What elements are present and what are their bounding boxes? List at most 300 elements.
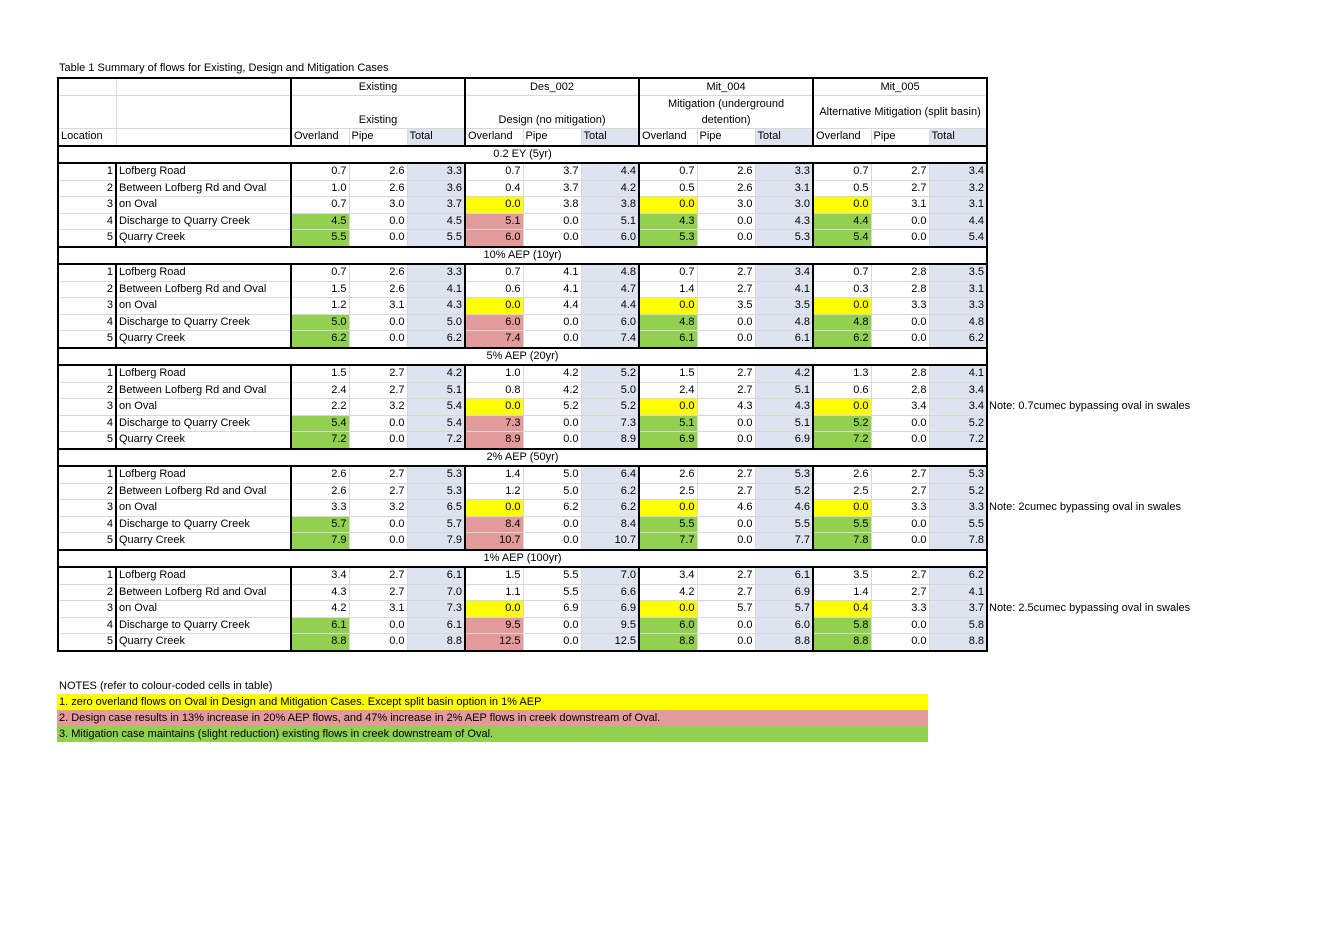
total-value: 3.3 xyxy=(929,298,987,315)
location-name: on Oval xyxy=(116,399,291,416)
overland-value: 0.8 xyxy=(465,382,523,399)
overland-value: 0.7 xyxy=(639,264,697,281)
overland-value: 4.3 xyxy=(639,213,697,230)
overland-value: 2.6 xyxy=(813,466,871,483)
overland-value: 0.0 xyxy=(465,197,523,214)
pipe-value: 2.7 xyxy=(871,584,929,601)
pipe-header: Pipe xyxy=(871,129,929,146)
pipe-value: 0.0 xyxy=(349,634,407,651)
pipe-value: 2.7 xyxy=(697,483,755,500)
location-name: Quarry Creek xyxy=(116,331,291,348)
total-value: 3.4 xyxy=(929,382,987,399)
pipe-value: 2.8 xyxy=(871,365,929,382)
total-header: Total xyxy=(581,129,639,146)
side-note: Note: 2.5cumec bypassing oval in swales xyxy=(989,602,1191,615)
pipe-value: 0.0 xyxy=(523,617,581,634)
total-value: 5.3 xyxy=(407,483,465,500)
total-value: 5.1 xyxy=(407,382,465,399)
total-value: 6.9 xyxy=(755,584,813,601)
pipe-header: Pipe xyxy=(349,129,407,146)
note-red: 2. Design case results in 13% increase in 20% AEP flows, and 47% increase in 2% AEP flows in creek downstream of Oval. xyxy=(57,710,928,726)
total-value: 10.7 xyxy=(581,533,639,550)
pipe-value: 5.2 xyxy=(523,399,581,416)
section-title-row xyxy=(58,550,987,568)
section-title-row xyxy=(58,146,987,164)
pipe-value: 2.7 xyxy=(871,567,929,584)
overland-value: 6.0 xyxy=(465,314,523,331)
location-name: on Oval xyxy=(116,601,291,618)
location-number: 1 xyxy=(58,567,116,584)
side-note: Note: 0.7cumec bypassing oval in swales xyxy=(989,400,1191,413)
table-row xyxy=(58,516,987,533)
section-title-row xyxy=(58,348,987,366)
pipe-value: 3.1 xyxy=(349,601,407,618)
pipe-value: 0.0 xyxy=(697,432,755,449)
overland-value: 5.0 xyxy=(291,314,349,331)
pipe-value: 2.7 xyxy=(871,180,929,197)
overland-value: 4.2 xyxy=(639,584,697,601)
overland-value: 3.3 xyxy=(291,500,349,517)
total-value: 5.7 xyxy=(407,516,465,533)
total-value: 5.2 xyxy=(929,483,987,500)
table-row xyxy=(58,230,987,247)
overland-value: 0.3 xyxy=(813,281,871,298)
overland-value: 1.2 xyxy=(291,298,349,315)
pipe-value: 2.7 xyxy=(697,264,755,281)
total-value: 6.0 xyxy=(581,230,639,247)
pipe-value: 2.7 xyxy=(871,163,929,180)
total-value: 4.8 xyxy=(929,314,987,331)
pipe-value: 0.0 xyxy=(871,415,929,432)
overland-value: 6.0 xyxy=(465,230,523,247)
total-value: 5.4 xyxy=(929,230,987,247)
pipe-value: 2.7 xyxy=(697,365,755,382)
total-value: 3.4 xyxy=(755,264,813,281)
total-value: 6.1 xyxy=(407,617,465,634)
overland-value: 0.4 xyxy=(465,180,523,197)
pipe-value: 0.0 xyxy=(523,331,581,348)
total-value: 3.1 xyxy=(929,197,987,214)
overland-value: 0.7 xyxy=(465,163,523,180)
location-name: Discharge to Quarry Creek xyxy=(116,516,291,533)
overland-value: 5.7 xyxy=(291,516,349,533)
pipe-value: 3.3 xyxy=(871,601,929,618)
location-number: 2 xyxy=(58,281,116,298)
overland-value: 1.5 xyxy=(465,567,523,584)
location-number: 3 xyxy=(58,601,116,618)
pipe-value: 2.6 xyxy=(697,180,755,197)
total-value: 6.2 xyxy=(407,331,465,348)
location-number: 4 xyxy=(58,617,116,634)
overland-value: 8.9 xyxy=(465,432,523,449)
overland-value: 4.2 xyxy=(291,601,349,618)
location-name: Lofberg Road xyxy=(116,466,291,483)
total-value: 3.4 xyxy=(929,399,987,416)
total-value: 8.8 xyxy=(407,634,465,651)
location-name: Between Lofberg Rd and Oval xyxy=(116,584,291,601)
total-value: 6.0 xyxy=(581,314,639,331)
overland-value: 0.0 xyxy=(639,601,697,618)
total-value: 3.6 xyxy=(407,180,465,197)
overland-value: 6.1 xyxy=(291,617,349,634)
pipe-value: 0.0 xyxy=(523,432,581,449)
total-value: 8.4 xyxy=(581,516,639,533)
overland-value: 0.0 xyxy=(639,399,697,416)
total-value: 5.1 xyxy=(755,415,813,432)
total-value: 4.2 xyxy=(581,180,639,197)
pipe-value: 0.0 xyxy=(697,230,755,247)
overland-value: 7.9 xyxy=(291,533,349,550)
total-value: 4.1 xyxy=(929,584,987,601)
table-row xyxy=(58,466,987,483)
location-name: Lofberg Road xyxy=(116,567,291,584)
overland-value: 2.5 xyxy=(813,483,871,500)
overland-value: 5.3 xyxy=(639,230,697,247)
location-name: on Oval xyxy=(116,298,291,315)
overland-value: 0.0 xyxy=(813,500,871,517)
overland-value: 7.4 xyxy=(465,331,523,348)
pipe-value: 0.0 xyxy=(697,617,755,634)
total-header: Total xyxy=(407,129,465,146)
table-row xyxy=(58,601,987,618)
total-header: Total xyxy=(755,129,813,146)
overland-value: 1.4 xyxy=(813,584,871,601)
pipe-value: 4.2 xyxy=(523,382,581,399)
location-number: 1 xyxy=(58,466,116,483)
total-value: 8.9 xyxy=(581,432,639,449)
total-value: 4.1 xyxy=(755,281,813,298)
pipe-value: 0.0 xyxy=(697,331,755,348)
pipe-value: 2.7 xyxy=(349,483,407,500)
overland-value: 1.4 xyxy=(465,466,523,483)
total-value: 3.1 xyxy=(755,180,813,197)
total-value: 5.7 xyxy=(755,601,813,618)
overland-value: 0.5 xyxy=(813,180,871,197)
pipe-value: 3.5 xyxy=(697,298,755,315)
pipe-value: 0.0 xyxy=(349,432,407,449)
overland-value: 10.7 xyxy=(465,533,523,550)
total-value: 7.2 xyxy=(407,432,465,449)
overland-value: 5.8 xyxy=(813,617,871,634)
pipe-value: 2.6 xyxy=(697,163,755,180)
pipe-value: 2.7 xyxy=(697,584,755,601)
overland-value: 8.8 xyxy=(291,634,349,651)
pipe-value: 0.0 xyxy=(697,314,755,331)
location-name: Lofberg Road xyxy=(116,365,291,382)
total-value: 5.4 xyxy=(407,399,465,416)
table-row xyxy=(58,415,987,432)
location-name: Quarry Creek xyxy=(116,230,291,247)
table-row xyxy=(58,331,987,348)
total-value: 6.5 xyxy=(407,500,465,517)
table-row xyxy=(58,163,987,180)
overland-value: 2.6 xyxy=(639,466,697,483)
pipe-value: 0.0 xyxy=(697,533,755,550)
pipe-value: 2.7 xyxy=(697,466,755,483)
pipe-value: 2.7 xyxy=(349,567,407,584)
total-value: 3.5 xyxy=(929,264,987,281)
header-blank xyxy=(116,96,291,129)
location-header: Location xyxy=(58,129,116,146)
group-description: Design (no mitigation) xyxy=(465,96,639,129)
total-value: 4.4 xyxy=(581,298,639,315)
location-number: 4 xyxy=(58,314,116,331)
overland-value: 5.5 xyxy=(639,516,697,533)
total-value: 5.3 xyxy=(755,230,813,247)
pipe-value: 3.1 xyxy=(349,298,407,315)
overland-value: 9.5 xyxy=(465,617,523,634)
overland-value: 0.0 xyxy=(813,298,871,315)
section-title: 1% AEP (100yr) xyxy=(58,550,987,568)
total-value: 8.8 xyxy=(929,634,987,651)
total-value: 3.5 xyxy=(755,298,813,315)
location-number: 4 xyxy=(58,415,116,432)
pipe-value: 0.0 xyxy=(871,213,929,230)
table-row xyxy=(58,365,987,382)
total-value: 7.3 xyxy=(407,601,465,618)
overland-value: 0.7 xyxy=(291,264,349,281)
location-name: on Oval xyxy=(116,197,291,214)
total-value: 7.8 xyxy=(929,533,987,550)
group-code: Des_002 xyxy=(465,78,639,96)
location-name: Between Lofberg Rd and Oval xyxy=(116,180,291,197)
total-value: 5.1 xyxy=(581,213,639,230)
overland-value: 1.1 xyxy=(465,584,523,601)
location-number: 5 xyxy=(58,634,116,651)
pipe-value: 3.2 xyxy=(349,399,407,416)
pipe-value: 0.0 xyxy=(349,314,407,331)
total-value: 6.1 xyxy=(755,331,813,348)
overland-value: 0.7 xyxy=(291,163,349,180)
total-value: 7.7 xyxy=(755,533,813,550)
overland-value: 8.8 xyxy=(639,634,697,651)
total-value: 5.2 xyxy=(581,399,639,416)
table-row xyxy=(58,213,987,230)
total-value: 5.0 xyxy=(407,314,465,331)
total-value: 3.7 xyxy=(929,601,987,618)
overland-value: 1.5 xyxy=(291,365,349,382)
group-code: Mit_005 xyxy=(813,78,987,96)
pipe-value: 3.1 xyxy=(871,197,929,214)
table-row xyxy=(58,634,987,651)
pipe-value: 0.0 xyxy=(523,213,581,230)
pipe-value: 5.5 xyxy=(523,567,581,584)
total-value: 4.3 xyxy=(755,399,813,416)
overland-value: 2.4 xyxy=(639,382,697,399)
table-row xyxy=(58,584,987,601)
total-value: 5.8 xyxy=(929,617,987,634)
pipe-value: 0.0 xyxy=(871,617,929,634)
notes-title: NOTES (refer to colour-coded cells in table) xyxy=(59,680,273,692)
pipe-value: 0.0 xyxy=(349,213,407,230)
pipe-value: 5.0 xyxy=(523,483,581,500)
pipe-value: 0.0 xyxy=(871,634,929,651)
table-caption: Table 1 Summary of flows for Existing, Design and Mitigation Cases xyxy=(59,62,389,74)
overland-value: 0.0 xyxy=(465,399,523,416)
overland-value: 6.2 xyxy=(813,331,871,348)
table-row xyxy=(58,617,987,634)
pipe-value: 0.0 xyxy=(523,415,581,432)
group-description: Mitigation (underground detention) xyxy=(639,96,813,129)
section-title: 5% AEP (20yr) xyxy=(58,348,987,366)
group-code: Mit_004 xyxy=(639,78,813,96)
section-title: 2% AEP (50yr) xyxy=(58,449,987,467)
table-row xyxy=(58,399,987,416)
total-value: 3.4 xyxy=(929,163,987,180)
overland-value: 7.3 xyxy=(465,415,523,432)
location-number: 1 xyxy=(58,163,116,180)
pipe-value: 2.6 xyxy=(349,264,407,281)
overland-value: 0.0 xyxy=(639,197,697,214)
pipe-value: 0.0 xyxy=(871,516,929,533)
total-value: 7.3 xyxy=(581,415,639,432)
total-value: 4.2 xyxy=(755,365,813,382)
overland-value: 1.5 xyxy=(291,281,349,298)
group-description: Existing xyxy=(291,96,465,129)
pipe-value: 3.8 xyxy=(523,197,581,214)
overland-value: 1.3 xyxy=(813,365,871,382)
location-name: Between Lofberg Rd and Oval xyxy=(116,281,291,298)
location-name: Lofberg Road xyxy=(116,163,291,180)
pipe-value: 2.7 xyxy=(871,483,929,500)
pipe-value: 2.7 xyxy=(349,382,407,399)
overland-value: 3.4 xyxy=(639,567,697,584)
overland-value: 8.4 xyxy=(465,516,523,533)
total-value: 7.0 xyxy=(407,584,465,601)
pipe-value: 2.7 xyxy=(349,466,407,483)
pipe-value: 2.7 xyxy=(697,382,755,399)
total-value: 5.2 xyxy=(755,483,813,500)
pipe-value: 0.0 xyxy=(349,331,407,348)
header-blank xyxy=(116,129,291,146)
total-value: 5.3 xyxy=(407,466,465,483)
total-value: 3.3 xyxy=(755,163,813,180)
overland-value: 7.7 xyxy=(639,533,697,550)
pipe-value: 2.6 xyxy=(349,281,407,298)
table-row xyxy=(58,298,987,315)
overland-value: 5.1 xyxy=(465,213,523,230)
pipe-value: 2.8 xyxy=(871,382,929,399)
overland-value: 0.7 xyxy=(813,163,871,180)
pipe-value: 4.4 xyxy=(523,298,581,315)
total-value: 6.9 xyxy=(755,432,813,449)
pipe-value: 4.3 xyxy=(697,399,755,416)
overland-value: 4.4 xyxy=(813,213,871,230)
total-value: 5.1 xyxy=(755,382,813,399)
pipe-value: 2.7 xyxy=(871,466,929,483)
overland-value: 7.2 xyxy=(291,432,349,449)
overland-value: 6.9 xyxy=(639,432,697,449)
location-name: Quarry Creek xyxy=(116,432,291,449)
total-value: 5.2 xyxy=(581,365,639,382)
location-number: 2 xyxy=(58,180,116,197)
table-row xyxy=(58,197,987,214)
total-value: 5.5 xyxy=(755,516,813,533)
overland-value: 5.1 xyxy=(639,415,697,432)
overland-value: 4.8 xyxy=(813,314,871,331)
pipe-value: 0.0 xyxy=(349,415,407,432)
table-row xyxy=(58,281,987,298)
total-value: 6.2 xyxy=(929,331,987,348)
total-value: 6.1 xyxy=(407,567,465,584)
overland-value: 1.0 xyxy=(465,365,523,382)
total-value: 6.2 xyxy=(581,500,639,517)
pipe-value: 2.8 xyxy=(871,281,929,298)
overland-value: 3.4 xyxy=(291,567,349,584)
pipe-value: 3.0 xyxy=(349,197,407,214)
total-value: 7.9 xyxy=(407,533,465,550)
header-row-sub xyxy=(58,129,987,146)
location-number: 5 xyxy=(58,432,116,449)
overland-value: 2.5 xyxy=(639,483,697,500)
overland-value: 0.0 xyxy=(465,601,523,618)
pipe-value: 2.6 xyxy=(349,163,407,180)
overland-value: 0.0 xyxy=(465,298,523,315)
group-code: Existing xyxy=(291,78,465,96)
note-green: 3. Mitigation case maintains (slight reduction) existing flows in creek downstream of Oval. xyxy=(57,726,928,742)
pipe-value: 0.0 xyxy=(697,634,755,651)
overland-value: 6.2 xyxy=(291,331,349,348)
total-value: 3.8 xyxy=(581,197,639,214)
pipe-value: 2.7 xyxy=(349,584,407,601)
overland-header: Overland xyxy=(465,129,523,146)
total-value: 5.0 xyxy=(581,382,639,399)
pipe-value: 2.6 xyxy=(349,180,407,197)
pipe-value: 0.0 xyxy=(523,314,581,331)
table-row xyxy=(58,483,987,500)
total-value: 3.3 xyxy=(929,500,987,517)
pipe-value: 0.0 xyxy=(871,314,929,331)
total-value: 4.4 xyxy=(581,163,639,180)
pipe-value: 6.2 xyxy=(523,500,581,517)
pipe-value: 0.0 xyxy=(523,230,581,247)
overland-value: 0.0 xyxy=(813,399,871,416)
overland-value: 0.0 xyxy=(639,500,697,517)
table-row xyxy=(58,264,987,281)
pipe-value: 0.0 xyxy=(523,634,581,651)
total-value: 5.3 xyxy=(755,466,813,483)
total-value: 6.2 xyxy=(929,567,987,584)
location-number: 4 xyxy=(58,516,116,533)
total-value: 7.4 xyxy=(581,331,639,348)
location-number: 4 xyxy=(58,213,116,230)
overland-value: 12.5 xyxy=(465,634,523,651)
total-value: 4.6 xyxy=(755,500,813,517)
location-number: 3 xyxy=(58,500,116,517)
total-value: 5.5 xyxy=(929,516,987,533)
location-name: Between Lofberg Rd and Oval xyxy=(116,483,291,500)
total-value: 3.1 xyxy=(929,281,987,298)
total-value: 3.7 xyxy=(407,197,465,214)
overland-value: 2.4 xyxy=(291,382,349,399)
header-blank xyxy=(58,96,116,129)
total-value: 4.4 xyxy=(929,213,987,230)
overland-value: 6.0 xyxy=(639,617,697,634)
total-value: 5.3 xyxy=(929,466,987,483)
pipe-value: 3.7 xyxy=(523,163,581,180)
pipe-value: 0.0 xyxy=(871,432,929,449)
pipe-header: Pipe xyxy=(697,129,755,146)
table-row xyxy=(58,432,987,449)
overland-value: 0.7 xyxy=(291,197,349,214)
total-value: 4.5 xyxy=(407,213,465,230)
section-title: 0.2 EY (5yr) xyxy=(58,146,987,164)
table-row xyxy=(58,180,987,197)
overland-header: Overland xyxy=(291,129,349,146)
pipe-value: 4.2 xyxy=(523,365,581,382)
pipe-value: 0.0 xyxy=(523,533,581,550)
pipe-value: 0.0 xyxy=(349,533,407,550)
